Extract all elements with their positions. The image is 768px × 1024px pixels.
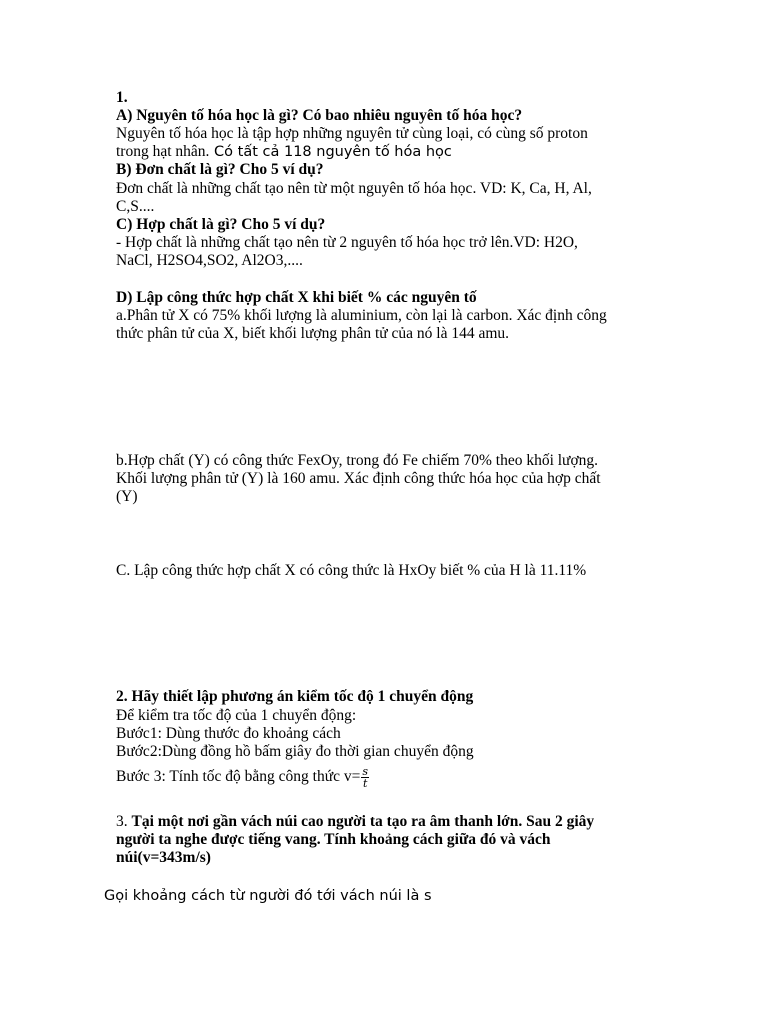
q1-a-answer-line2	[116, 143, 452, 161]
q1-d-b-line3: (Y)	[116, 488, 138, 505]
q1-a-answer-part2: Có tất cả 118 nguyên tố hóa học	[209, 144, 452, 160]
q2-step2: Bước2:Dùng đồng hồ bấm giây đo thời gian chuyển động	[116, 743, 474, 760]
q2-step3-text: Bước 3: Tính tốc độ bằng công thức v=	[116, 768, 361, 786]
q2-step3	[116, 766, 369, 789]
q1-d-b-line1: b.Hợp chất (Y) có công thức FexOy, trong đó Fe chiếm 70% theo khối lượng.	[116, 452, 599, 469]
q1-d-c-line1: C. Lập công thức hợp chất X có công thức là HxOy biết % của H là 11.11%	[116, 562, 587, 579]
q1-d-b-line2: Khối lượng phân tử (Y) là 160 amu. Xác định công thức hóa học của hợp chất	[116, 470, 601, 487]
q2-heading: 2. Hãy thiết lập phương án kiểm tốc độ 1 chuyển động	[116, 688, 474, 705]
q1-a-heading: A) Nguyên tố hóa học là gì? Có bao nhiêu nguyên tố hóa học?	[116, 107, 523, 124]
q1-b-answer-line1: Đơn chất là những chất tạo nên từ một nguyên tố hóa học. VD: K, Ca, H, Al,	[116, 180, 592, 197]
q1-number: 1.	[116, 89, 128, 106]
fraction-denominator: t	[363, 777, 368, 790]
q1-a-answer-part1: trong hạt nhân.	[116, 143, 210, 160]
q1-c-heading: C) Hợp chất là gì? Cho 5 ví dụ?	[116, 216, 326, 233]
q1-b-heading: B) Đơn chất là gì? Cho 5 ví dụ?	[116, 161, 324, 178]
q2-step1: Bước1: Dùng thước đo khoảng cách	[116, 725, 341, 742]
q3-question-line1: Tại một nơi gần vách núi cao người ta tạo ra âm thanh lớn. Sau 2 giây	[131, 813, 595, 830]
q1-c-answer-line2: NaCl, H2SO4,SO2, Al2O3,....	[116, 252, 303, 269]
q1-a-answer-line1: Nguyên tố hóa học là tập hợp những nguyên tử cùng loại, có cùng số proton	[116, 125, 588, 142]
q3-answer: Gọi khoảng cách từ người đó tới vách núi là s	[104, 888, 432, 904]
q2-line1: Để kiểm tra tốc độ của 1 chuyển động:	[116, 707, 357, 724]
q3-question-line2: người ta nghe được tiếng vang. Tính khoảng cách giữa đó và vách	[116, 831, 551, 848]
q1-c-answer-line1: - Hợp chất là những chất tạo nên từ 2 nguyên tố hóa học trở lên.VD: H2O,	[116, 234, 578, 251]
speed-formula-fraction	[361, 766, 369, 789]
q1-d-heading: D) Lập công thức hợp chất X khi biết % các nguyên tố	[116, 289, 477, 306]
q1-b-answer-line2: C,S....	[116, 198, 155, 215]
q1-d-a-line2: thức phân tử của X, biết khối lượng phân tử của nó là 144 amu.	[116, 325, 510, 342]
q3-line1	[116, 813, 594, 831]
q1-d-a-line1: a.Phân tử X có 75% khối lượng là aluminium, còn lại là carbon. Xác định công	[116, 307, 607, 324]
q3-number: 3.	[116, 813, 132, 830]
q3-question-line3: núi(v=343m/s)	[116, 849, 211, 866]
fraction-numerator: s	[362, 765, 369, 778]
